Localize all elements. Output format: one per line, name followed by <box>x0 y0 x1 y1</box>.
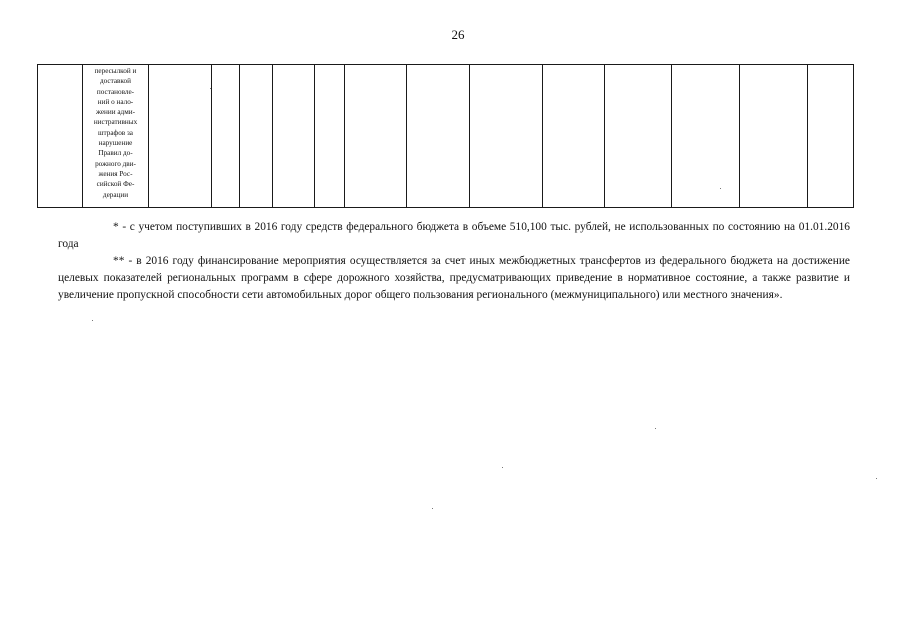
scan-speck <box>502 467 503 468</box>
scan-speck <box>210 88 211 89</box>
table-cell <box>273 65 315 208</box>
table-cell <box>543 65 605 208</box>
table-cell <box>315 65 345 208</box>
footnote-2 <box>58 253 850 304</box>
scan-speck <box>720 188 721 189</box>
table-cell <box>740 65 808 208</box>
table-cell <box>672 65 740 208</box>
table-cell <box>470 65 543 208</box>
table-cell-item-name <box>83 65 149 208</box>
table-cell <box>149 65 212 208</box>
table-cell <box>808 65 854 208</box>
page-number: 26 <box>451 27 465 42</box>
table-cell <box>345 65 407 208</box>
table-cell <box>407 65 470 208</box>
scan-speck <box>655 428 656 429</box>
scan-speck <box>92 320 93 321</box>
item-name-text: пересылкой и доставкой постановле- ний о нало- жении адми- нистративных штрафов за нарушение Правил до- рожного дви- жения Рос- сийской Фе- дерации <box>93 67 138 199</box>
footnote-1-text: с учетом поступивших в 2016 году средств федерального бюджета в объеме 510,100 тыс. рублей, не использованных по состоянию на 01.01.2016 года <box>58 221 850 250</box>
footnote-1-marker: * - <box>113 221 127 233</box>
table-row <box>38 65 854 208</box>
scan-speck <box>876 478 877 479</box>
budget-table-fragment <box>37 64 854 208</box>
footnote-2-marker: ** - <box>113 255 133 267</box>
scan-speck <box>432 508 433 509</box>
table-cell <box>212 65 240 208</box>
footnotes <box>58 219 850 304</box>
footnote-2-text: в 2016 году финансирование мероприятия осуществляется за счет иных межбюджетных трансфертов из федерального бюджета на достижение целевых показателей региональных программ в сфере дорожного хозяйства, предусматривающих приведение в нормативное состояние, а также развитие и увеличение пропускной способности сети автомобильных дорог общего пользования регионального (межмуниципального) или местного значения». <box>58 255 850 301</box>
table-cell <box>240 65 273 208</box>
table-cell <box>605 65 672 208</box>
footnote-1 <box>58 219 850 253</box>
table-cell-number <box>38 65 83 208</box>
